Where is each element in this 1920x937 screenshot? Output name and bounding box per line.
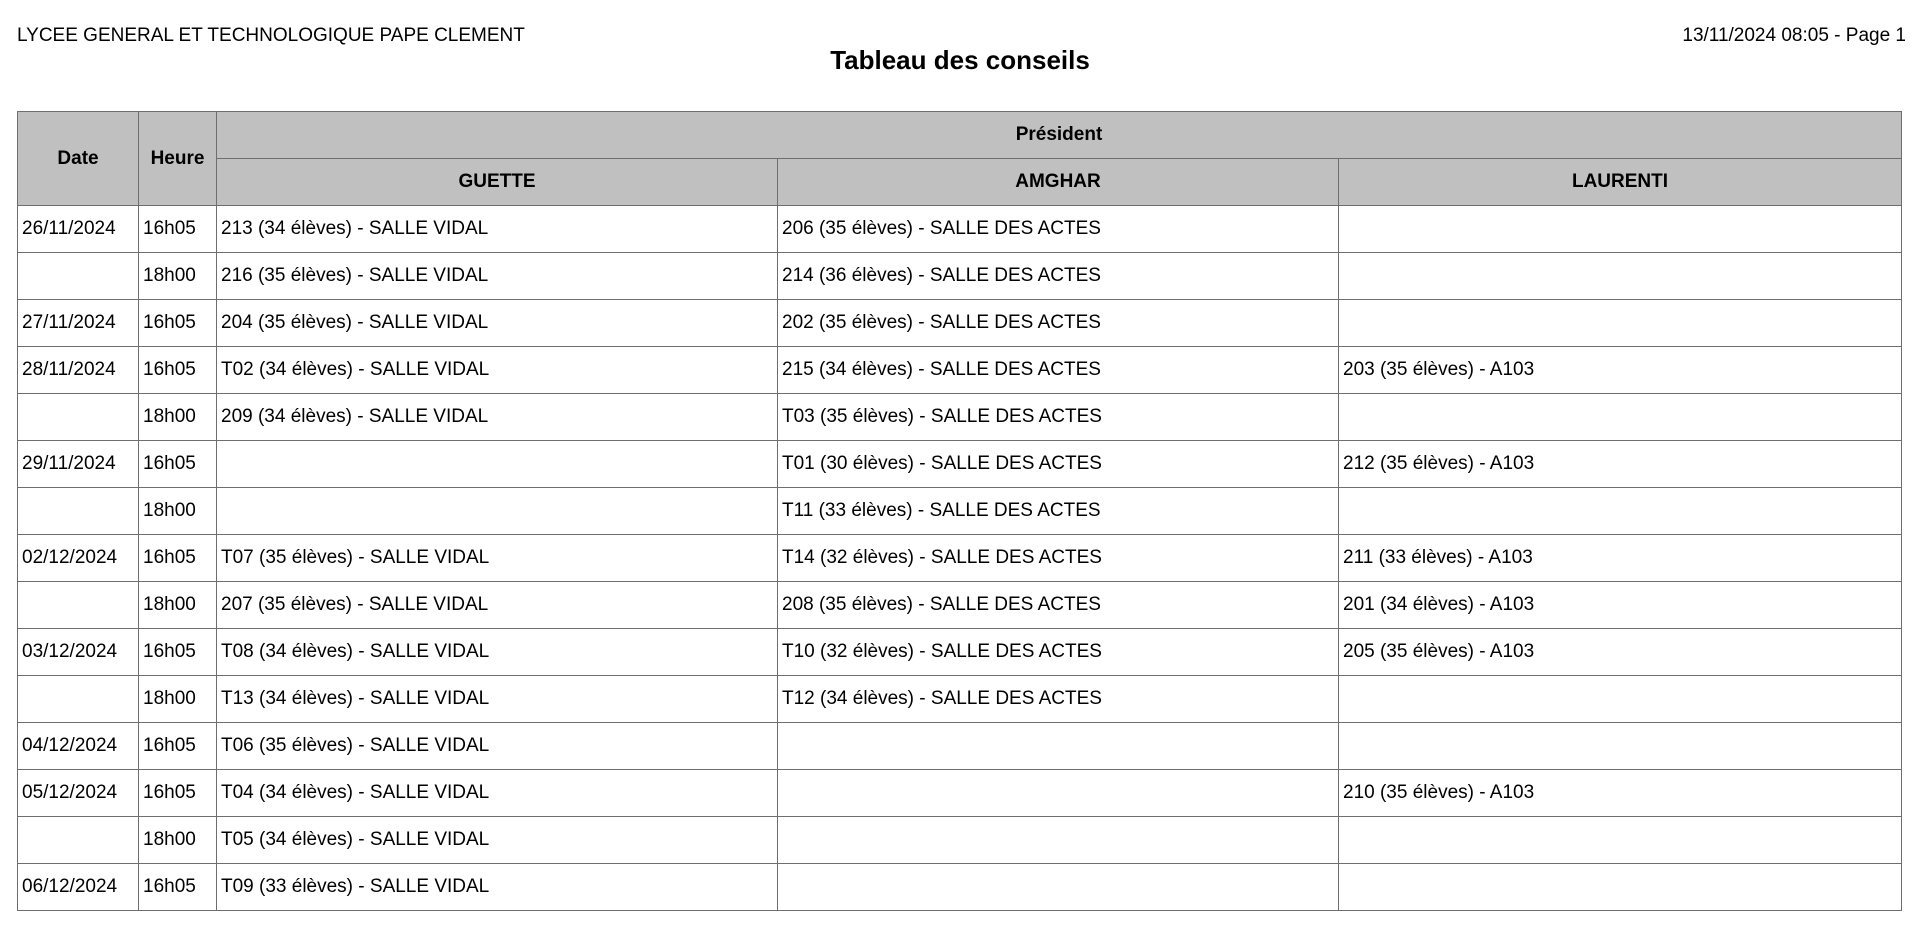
cell-conseil: 208 (35 élèves) - SALLE DES ACTES	[778, 582, 1339, 629]
school-name: LYCEE GENERAL ET TECHNOLOGIQUE PAPE CLEMENT	[17, 25, 525, 46]
col-header-president: AMGHAR	[778, 159, 1339, 206]
cell-conseil	[1339, 676, 1902, 723]
cell-conseil: T09 (33 élèves) - SALLE VIDAL	[217, 864, 778, 911]
cell-conseil: 216 (35 élèves) - SALLE VIDAL	[217, 253, 778, 300]
cell-conseil	[1339, 864, 1902, 911]
table-row	[18, 253, 1902, 300]
cell-conseil: 214 (36 élèves) - SALLE DES ACTES	[778, 253, 1339, 300]
cell-conseil: T02 (34 élèves) - SALLE VIDAL	[217, 347, 778, 394]
cell-conseil: T14 (32 élèves) - SALLE DES ACTES	[778, 535, 1339, 582]
col-header-president: GUETTE	[217, 159, 778, 206]
cell-date: 06/12/2024	[18, 864, 139, 911]
cell-heure: 16h05	[139, 300, 217, 347]
col-header-heure: Heure	[139, 112, 217, 206]
cell-conseil: 210 (35 élèves) - A103	[1339, 770, 1902, 817]
cell-heure: 18h00	[139, 253, 217, 300]
cell-date	[18, 394, 139, 441]
cell-heure: 16h05	[139, 347, 217, 394]
cell-date: 03/12/2024	[18, 629, 139, 676]
cell-heure: 16h05	[139, 629, 217, 676]
cell-date: 04/12/2024	[18, 723, 139, 770]
table-row	[18, 676, 1902, 723]
cell-conseil	[217, 488, 778, 535]
conseils-table	[17, 111, 1902, 911]
cell-conseil	[1339, 394, 1902, 441]
cell-conseil: 203 (35 élèves) - A103	[1339, 347, 1902, 394]
cell-heure: 16h05	[139, 535, 217, 582]
cell-date	[18, 253, 139, 300]
cell-conseil: 209 (34 élèves) - SALLE VIDAL	[217, 394, 778, 441]
table-body	[18, 206, 1902, 911]
cell-conseil	[1339, 300, 1902, 347]
cell-conseil	[217, 441, 778, 488]
cell-heure: 16h05	[139, 770, 217, 817]
cell-conseil: 207 (35 élèves) - SALLE VIDAL	[217, 582, 778, 629]
cell-conseil: T01 (30 élèves) - SALLE DES ACTES	[778, 441, 1339, 488]
col-header-president: LAURENTI	[1339, 159, 1902, 206]
cell-heure: 16h05	[139, 723, 217, 770]
cell-conseil: 201 (34 élèves) - A103	[1339, 582, 1902, 629]
table-row	[18, 535, 1902, 582]
table-row	[18, 206, 1902, 253]
cell-conseil: 204 (35 élèves) - SALLE VIDAL	[217, 300, 778, 347]
cell-date	[18, 582, 139, 629]
cell-date: 28/11/2024	[18, 347, 139, 394]
cell-conseil: 213 (34 élèves) - SALLE VIDAL	[217, 206, 778, 253]
cell-conseil	[1339, 817, 1902, 864]
cell-date: 26/11/2024	[18, 206, 139, 253]
cell-heure: 18h00	[139, 582, 217, 629]
table-row	[18, 770, 1902, 817]
table-row	[18, 347, 1902, 394]
cell-date	[18, 488, 139, 535]
cell-heure: 16h05	[139, 206, 217, 253]
cell-heure: 16h05	[139, 864, 217, 911]
table-row	[18, 864, 1902, 911]
cell-conseil: T06 (35 élèves) - SALLE VIDAL	[217, 723, 778, 770]
cell-conseil: T12 (34 élèves) - SALLE DES ACTES	[778, 676, 1339, 723]
cell-heure: 18h00	[139, 394, 217, 441]
cell-conseil: 205 (35 élèves) - A103	[1339, 629, 1902, 676]
cell-conseil: T13 (34 élèves) - SALLE VIDAL	[217, 676, 778, 723]
cell-heure: 16h05	[139, 441, 217, 488]
table-row	[18, 582, 1902, 629]
cell-heure: 18h00	[139, 676, 217, 723]
cell-conseil: T03 (35 élèves) - SALLE DES ACTES	[778, 394, 1339, 441]
cell-conseil: T11 (33 élèves) - SALLE DES ACTES	[778, 488, 1339, 535]
cell-date: 27/11/2024	[18, 300, 139, 347]
table-row	[18, 300, 1902, 347]
cell-heure: 18h00	[139, 817, 217, 864]
print-date-page: 13/11/2024 08:05 - Page 1	[1682, 25, 1906, 46]
cell-date: 02/12/2024	[18, 535, 139, 582]
cell-date	[18, 817, 139, 864]
table-row	[18, 488, 1902, 535]
cell-conseil: T08 (34 élèves) - SALLE VIDAL	[217, 629, 778, 676]
cell-conseil	[1339, 206, 1902, 253]
page-header	[0, 0, 1920, 100]
cell-conseil: T10 (32 élèves) - SALLE DES ACTES	[778, 629, 1339, 676]
table-row	[18, 723, 1902, 770]
col-header-president-group: Président	[217, 112, 1902, 159]
cell-conseil: 211 (33 élèves) - A103	[1339, 535, 1902, 582]
table-row	[18, 629, 1902, 676]
cell-date	[18, 676, 139, 723]
col-header-date: Date	[18, 112, 139, 206]
cell-conseil	[778, 723, 1339, 770]
table-row	[18, 394, 1902, 441]
cell-conseil: 206 (35 élèves) - SALLE DES ACTES	[778, 206, 1339, 253]
cell-conseil: 202 (35 élèves) - SALLE DES ACTES	[778, 300, 1339, 347]
cell-conseil	[778, 770, 1339, 817]
cell-date: 29/11/2024	[18, 441, 139, 488]
cell-conseil	[778, 864, 1339, 911]
cell-conseil: 212 (35 élèves) - A103	[1339, 441, 1902, 488]
cell-conseil: T04 (34 élèves) - SALLE VIDAL	[217, 770, 778, 817]
cell-date: 05/12/2024	[18, 770, 139, 817]
page-title: Tableau des conseils	[830, 45, 1090, 75]
table-header	[18, 112, 1902, 206]
cell-conseil: T07 (35 élèves) - SALLE VIDAL	[217, 535, 778, 582]
cell-conseil: T05 (34 élèves) - SALLE VIDAL	[217, 817, 778, 864]
cell-heure: 18h00	[139, 488, 217, 535]
cell-conseil	[1339, 488, 1902, 535]
cell-conseil	[1339, 723, 1902, 770]
table-row	[18, 817, 1902, 864]
cell-conseil	[1339, 253, 1902, 300]
cell-conseil	[778, 817, 1339, 864]
table-row	[18, 441, 1902, 488]
cell-conseil: 215 (34 élèves) - SALLE DES ACTES	[778, 347, 1339, 394]
